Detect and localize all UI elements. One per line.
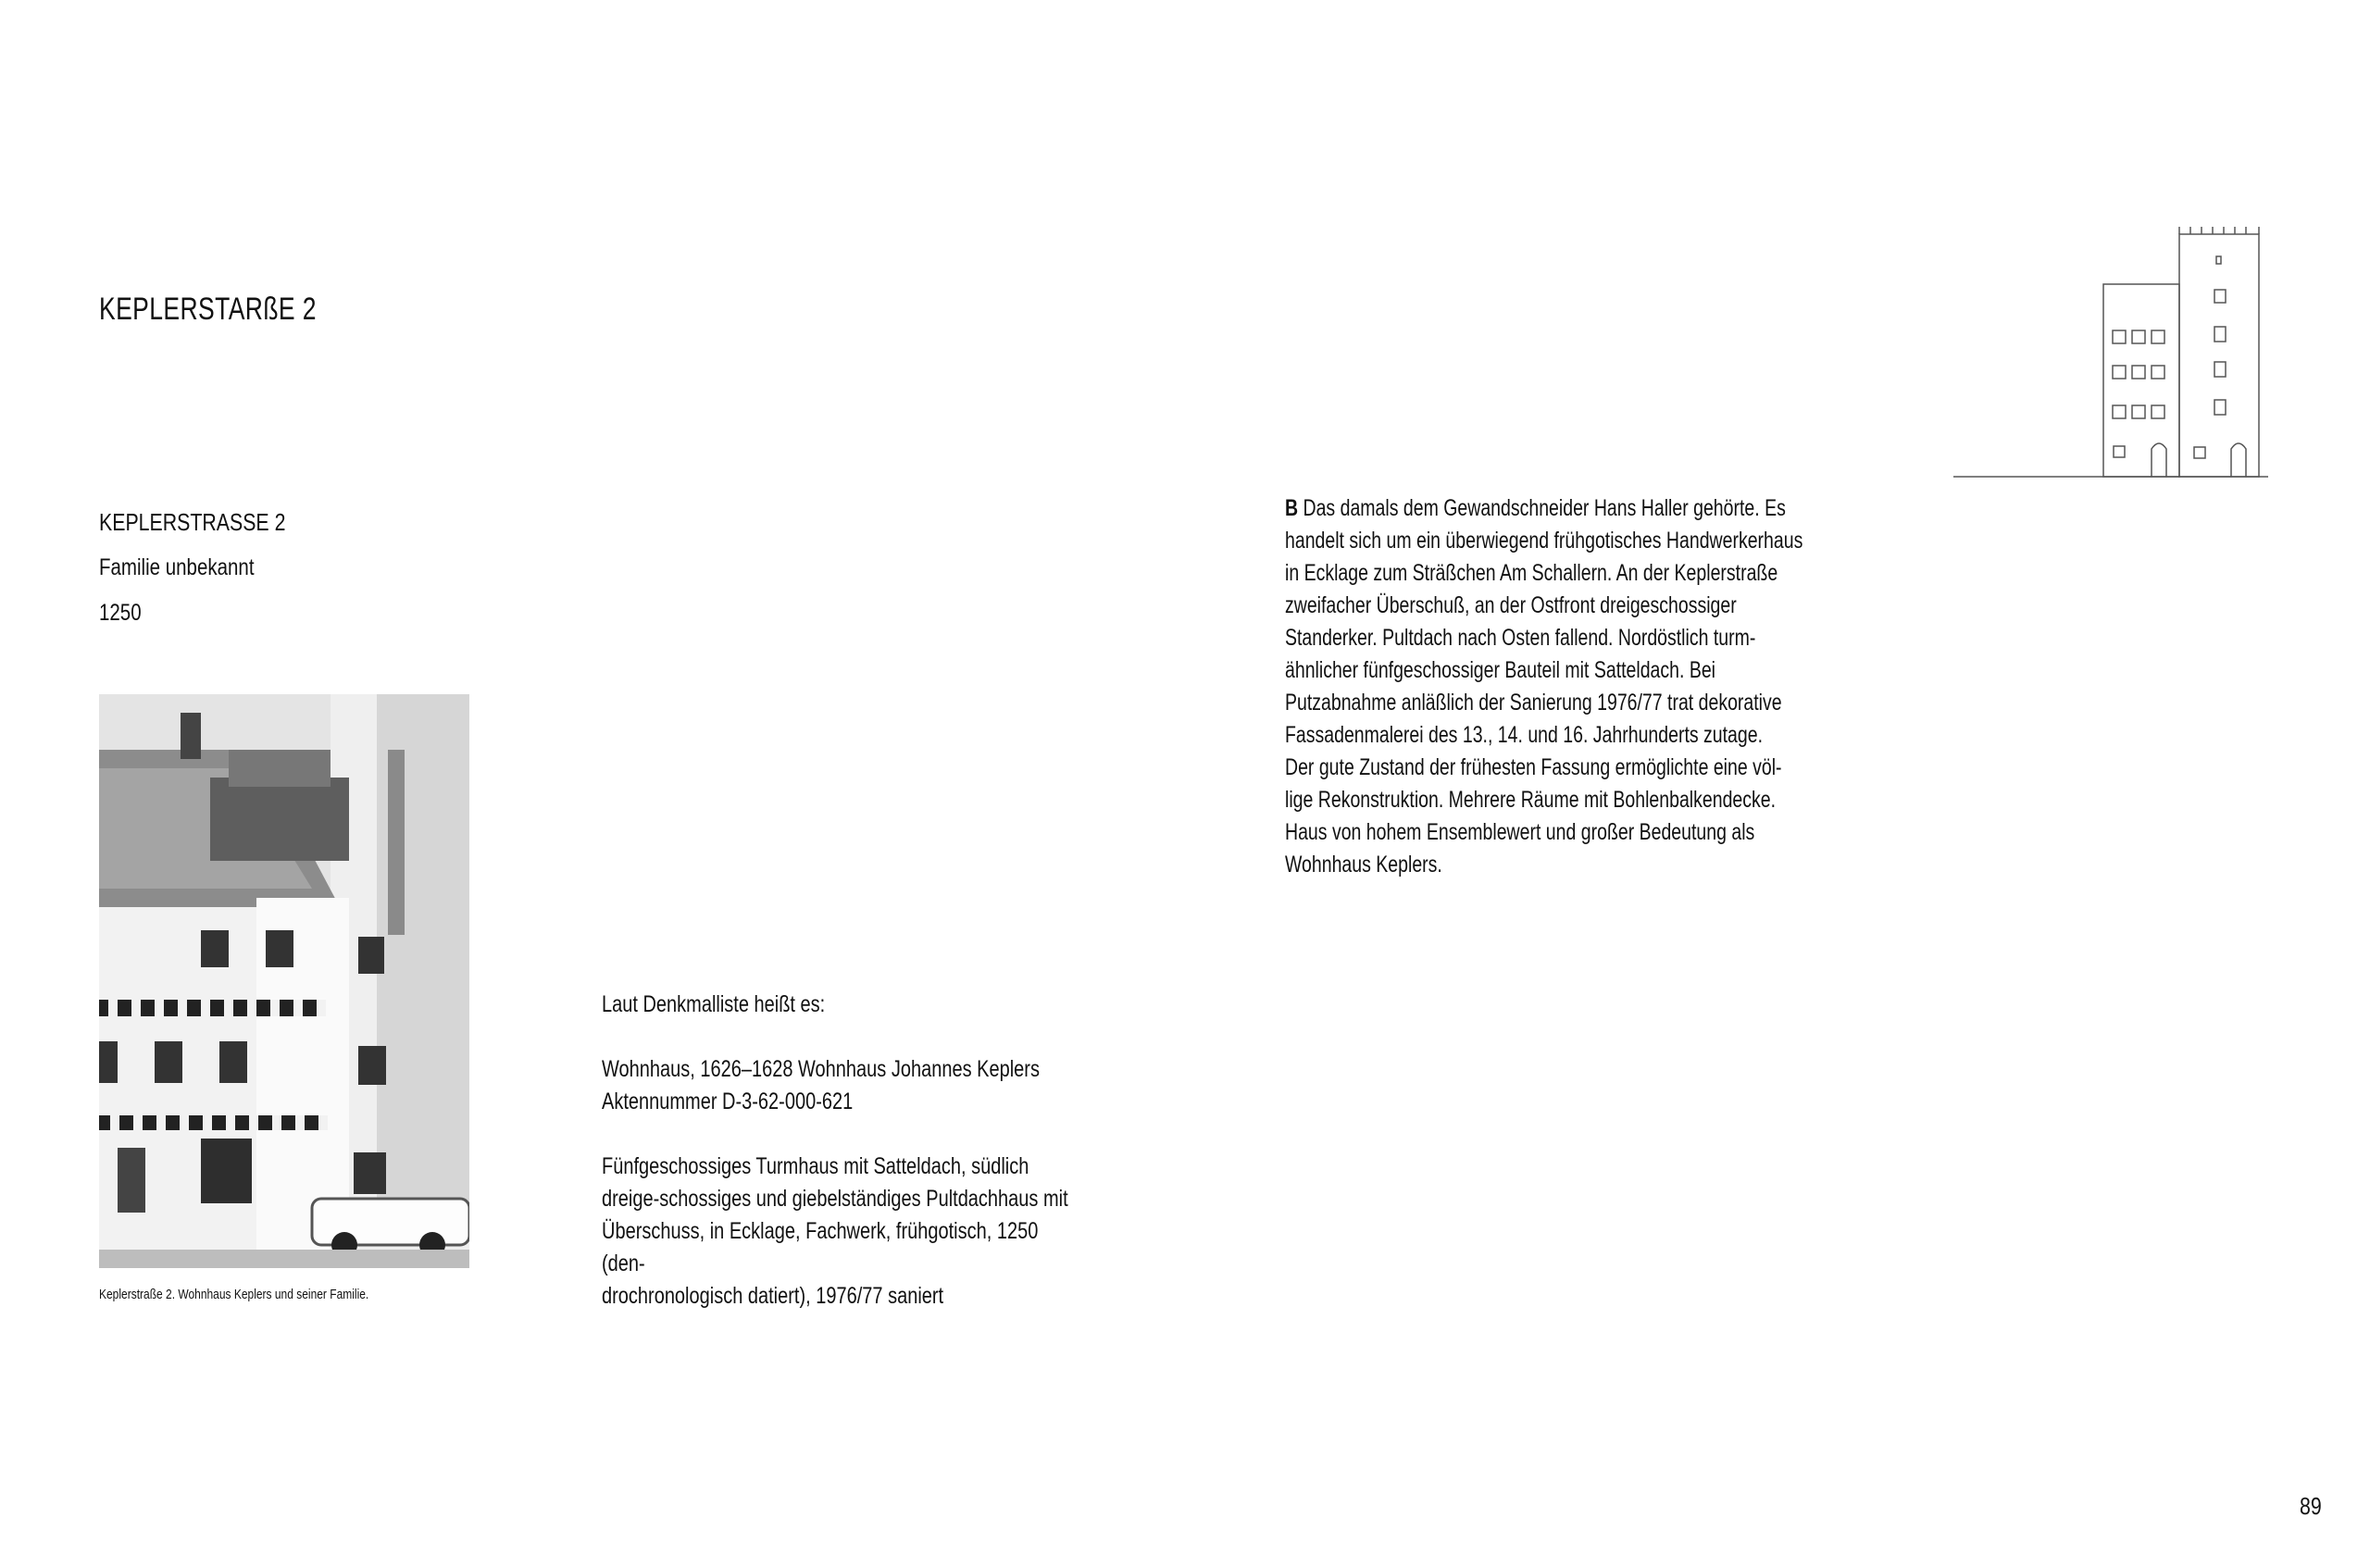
striped-band-upper <box>99 1000 326 1016</box>
page-title: KEPLERSTARßE 2 <box>99 292 317 327</box>
history-line: Putzabnahme anläßlich der Sanierung 1976/77 trat dekorative <box>1285 690 1782 716</box>
record-street: KEPLERSTRASSE 2 <box>99 508 286 536</box>
history-line-text: Das damals dem Gewandschneider Hans Haller gehörte. Es <box>1298 495 1786 521</box>
history-line: handelt sich um ein überwiegend frühgotisches Handwerkerhaus <box>1285 528 1803 554</box>
history-line: Der gute Zustand der frühesten Fassung ermöglichte eine völ- <box>1285 754 1782 780</box>
denkmalliste-description <box>602 1151 1076 1313</box>
history-line: Fassadenmalerei des 13., 14. und 16. Jahrhunderts zutage. <box>1285 722 1764 748</box>
denkmalliste-description-line: drochronologisch datiert), 1976/77 saniert <box>602 1283 944 1309</box>
denkmalliste-block <box>602 989 1076 1345</box>
building-photo <box>99 694 469 1268</box>
history-line: Haus von hohem Ensemblewert und großer Bedeutung als <box>1285 819 1755 845</box>
history-line: ähnlicher fünfgeschossiger Bauteil mit Satteldach. Bei <box>1285 657 1716 683</box>
record-meta <box>99 500 327 636</box>
history-line: zweifacher Überschuß, an der Ostfront dreigeschossiger <box>1285 592 1737 618</box>
striped-band-lower <box>99 1115 328 1130</box>
history-description <box>1285 492 1803 881</box>
record-owner: Familie unbekannt <box>99 554 255 580</box>
history-line: lige Rekonstruktion. Mehrere Räume mit Bohlenbalkendecke. <box>1285 787 1777 813</box>
denkmalliste-description-line: Überschuss, in Ecklage, Fachwerk, frühgotisch, 1250 (den- <box>602 1218 1039 1276</box>
facade-elevation-drawing <box>1953 227 2268 486</box>
denkmalliste-entry-line: Aktennummer D-3-62-000-621 <box>602 1089 854 1114</box>
photo-caption: Keplerstraße 2. Wohnhaus Keplers und seiner Familie. <box>99 1287 369 1302</box>
history-line: Wohnhaus Keplers. <box>1285 852 1442 877</box>
page-number: 89 <box>2300 1492 2322 1520</box>
denkmalliste-description-line: Fünfgeschossiges Turmhaus mit Satteldach, südlich <box>602 1153 1029 1179</box>
history-marker: B <box>1285 495 1299 521</box>
history-line: in Ecklage zum Sträßchen Am Schallern. An der Keplerstraße <box>1285 560 1778 586</box>
denkmalliste-description-line: dreige-schossiges und giebelständiges Pultdachhaus mit <box>602 1186 1068 1212</box>
facade-elevation-icon <box>1953 227 2268 481</box>
history-line: Standerker. Pultdach nach Osten fallend. Nordöstlich turm- <box>1285 625 1756 651</box>
denkmalliste-entry <box>602 1053 1076 1118</box>
history-line <box>1285 492 1790 525</box>
building-photo-illustration <box>99 694 469 1268</box>
denkmalliste-intro: Laut Denkmalliste heißt es: <box>602 991 826 1017</box>
denkmalliste-entry-line: Wohnhaus, 1626–1628 Wohnhaus Johannes Keplers <box>602 1056 1040 1082</box>
record-year: 1250 <box>99 600 142 626</box>
